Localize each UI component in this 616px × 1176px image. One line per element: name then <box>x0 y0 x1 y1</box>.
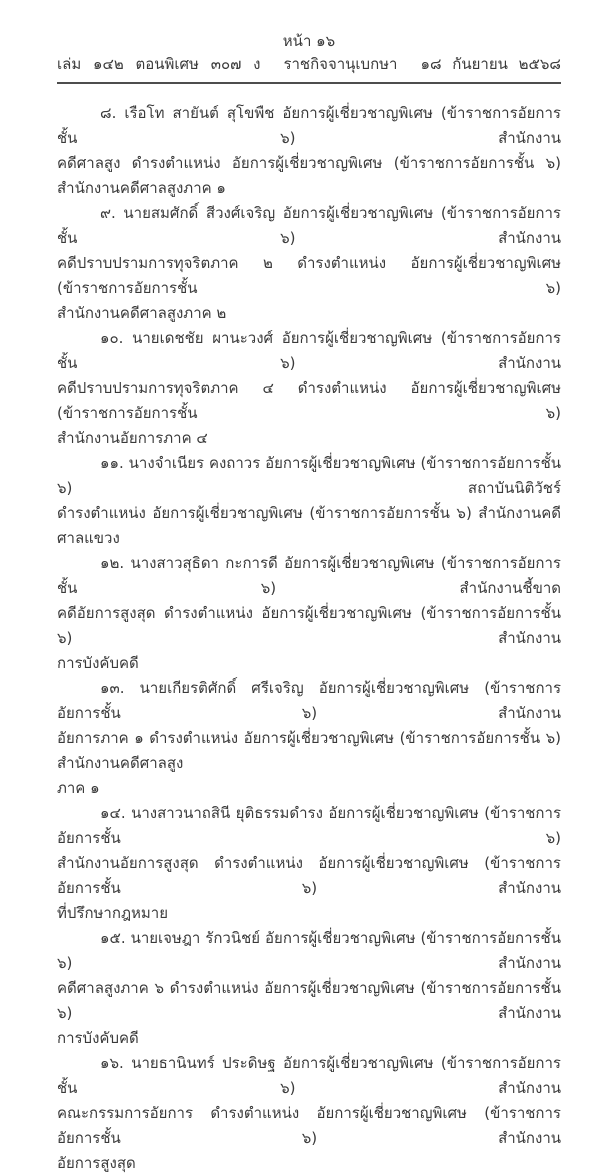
gazette-entry <box>57 926 561 1051</box>
entry-line: คดีปราบปรามการทุจริตภาค ๒ ดำรงตำแหน่ง อัยการผู้เชี่ยวชาญพิเศษ (ข้าราชการอัยการชั้น ๖) <box>57 254 561 297</box>
entry-line: สำนักงานคดีศาลสูงภาค ๒ <box>57 304 227 322</box>
entry-line: คดีปราบปรามการทุจริตภาค ๔ ดำรงตำแหน่ง อัยการผู้เชี่ยวชาญพิเศษ (ข้าราชการอัยการชั้น ๖) <box>57 379 561 422</box>
entry-line: สำนักงานอัยการสูงสุด ดำรงตำแหน่ง อัยการผู้เชี่ยวชาญพิเศษ (ข้าราชการอัยการชั้น ๖) สำนักงาน <box>57 854 561 897</box>
entry-line: ที่ปรึกษากฎหมาย <box>57 904 168 922</box>
entry-line: สำนักงานอัยการภาค ๔ <box>57 429 208 447</box>
entries <box>57 101 561 1176</box>
entry-line: ๑๖. นายธานินทร์ ประดิษฐ อัยการผู้เชี่ยวชาญพิเศษ (ข้าราชการอัยการชั้น ๖) สำนักงาน <box>57 1054 561 1097</box>
entry-line: การบังคับคดี <box>57 654 139 672</box>
entry-line: คณะกรรมการอัยการ ดำรงตำแหน่ง อัยการผู้เชี่ยวชาญพิเศษ (ข้าราชการอัยการชั้น ๖) สำนักงาน <box>57 1104 561 1147</box>
entry-line: ๑๕. นายเจษฎา รักวนิชย์ อัยการผู้เชี่ยวชาญพิเศษ (ข้าราชการอัยการชั้น ๖) สำนักงาน <box>57 929 561 972</box>
entry-line: ๑๐. นายเดชชัย ผานะวงศ์ อัยการผู้เชี่ยวชาญพิเศษ (ข้าราชการอัยการชั้น ๖) สำนักงาน <box>57 329 561 372</box>
entry-line: อัยการสูงสุด <box>57 1154 136 1172</box>
page-content <box>57 30 561 1176</box>
gazette-entry <box>57 326 561 451</box>
entry-line: ๑๑. นางจำเนียร คงถาวร อัยการผู้เชี่ยวชาญพิเศษ (ข้าราชการอัยการชั้น ๖) สถาบันนิติวัชร์ <box>57 454 561 497</box>
gazette-title: ราชกิจจานุเบกษา <box>283 55 398 73</box>
gazette-entry <box>57 676 561 801</box>
entry-line: คดีศาลสูง ดำรงตำแหน่ง อัยการผู้เชี่ยวชาญพิเศษ (ข้าราชการอัยการชั้น ๖) สำนักงานคดีศาลสูงภาค ๑ <box>57 154 561 197</box>
gazette-entry <box>57 451 561 551</box>
page-number: หน้า ๑๖ <box>282 32 336 50</box>
entry-line: ภาค ๑ <box>57 779 100 797</box>
masthead <box>57 53 561 84</box>
entry-line: ๑๓. นายเกียรติศักดิ์ ศรีเจริญ อัยการผู้เชี่ยวชาญพิเศษ (ข้าราชการอัยการชั้น ๖) สำนักงาน <box>57 679 561 722</box>
gazette-entry <box>57 801 561 926</box>
entry-line: คดีอัยการสูงสุด ดำรงตำแหน่ง อัยการผู้เชี่ยวชาญพิเศษ (ข้าราชการอัยการชั้น ๖) สำนักงาน <box>57 604 561 647</box>
entry-line: อัยการภาค ๑ ดำรงตำแหน่ง อัยการผู้เชี่ยวชาญพิเศษ (ข้าราชการอัยการชั้น ๖) สำนักงานคดีศาลสูง <box>57 729 561 772</box>
entry-line: ๘. เรือโท สายันต์ สุโขพืช อัยการผู้เชี่ยวชาญพิเศษ (ข้าราชการอัยการชั้น ๖) สำนักงาน <box>57 104 561 147</box>
entry-line: ดำรงตำแหน่ง อัยการผู้เชี่ยวชาญพิเศษ (ข้าราชการอัยการชั้น ๖) สำนักงานคดีศาลแขวง <box>57 504 561 547</box>
entry-line: คดีศาลสูงภาค ๖ ดำรงตำแหน่ง อัยการผู้เชี่ยวชาญพิเศษ (ข้าราชการอัยการชั้น ๖) สำนักงาน <box>57 979 561 1022</box>
gazette-entry <box>57 551 561 676</box>
volume-info: เล่ม ๑๔๒ ตอนพิเศษ ๓๐๗ ง <box>57 55 261 73</box>
entry-line: ๙. นายสมศักดิ์ สีวงศ์เจริญ อัยการผู้เชี่ยวชาญพิเศษ (ข้าราชการอัยการชั้น ๖) สำนักงาน <box>57 204 561 247</box>
entry-line: การบังคับคดี <box>57 1029 139 1047</box>
gazette-entry <box>57 201 561 326</box>
gazette-entry <box>57 101 561 201</box>
entry-line: ๑๒. นางสาวสุธิดา กะการดี อัยการผู้เชี่ยวชาญพิเศษ (ข้าราชการอัยการชั้น ๖) สำนักงานชี้ขาด <box>57 554 561 597</box>
gazette-entry <box>57 1051 561 1176</box>
entry-line: ๑๔. นางสาวนาถสินี ยุติธรรมดำรง อัยการผู้เชี่ยวชาญพิเศษ (ข้าราชการอัยการชั้น ๖) <box>57 804 561 847</box>
publication-date: ๑๘ กันยายน ๒๕๖๘ <box>420 55 561 73</box>
